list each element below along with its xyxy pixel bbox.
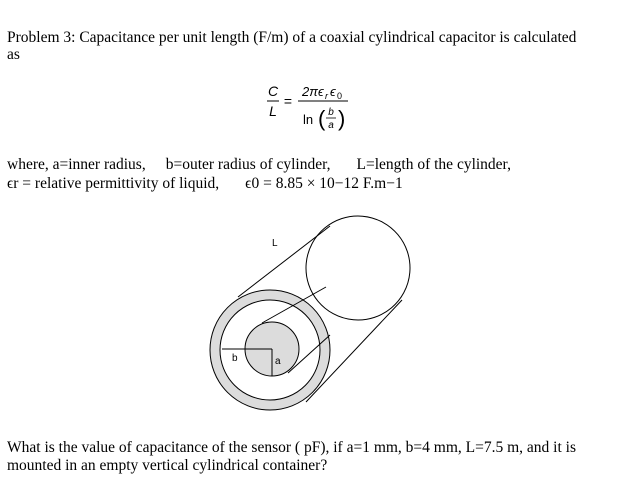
formula-ln: ln [303, 112, 314, 127]
formula-lhs-denominator: L [269, 103, 277, 119]
problem-statement-line-2: as [7, 46, 20, 63]
svg-text:0: 0 [337, 91, 343, 101]
label-a: a [275, 356, 281, 367]
formula-frac-denominator: a [328, 120, 334, 131]
svg-text:ϵ: ϵ [330, 84, 336, 99]
svg-text:): ) [338, 106, 346, 131]
label-L: L [272, 238, 278, 249]
def-b: b=outer radius of cylinder, [165, 156, 331, 173]
formula-frac-numerator: b [328, 107, 334, 118]
formula-lhs-numerator: C [267, 83, 279, 99]
question-line-1: What is the value of capacitance of the sensor ( pF), if a=1 mm, b=4 mm, L=7.5 m, and it is [7, 439, 577, 456]
label-b: b [232, 353, 238, 364]
svg-text:(: ( [318, 106, 326, 131]
formula-equals: = [283, 93, 293, 109]
problem-statement-line-1: Problem 3: Capacitance per unit length (F/m) of a coaxial cylindrical capacitor is calculated [7, 29, 577, 46]
def-e0: ϵ0 = 8.85 × 10−12 F.m−1 [245, 175, 403, 192]
def-a: where, a=inner radius, [7, 156, 146, 173]
question-line-2: mounted in an empty vertical cylindrical container? [7, 457, 328, 474]
def-er: ϵr = relative permittivity of liquid, [7, 175, 220, 192]
svg-text:2πϵ: 2πϵ [302, 84, 324, 99]
svg-text:r: r [325, 91, 328, 101]
def-L: L=length of the cylinder, [356, 156, 511, 173]
